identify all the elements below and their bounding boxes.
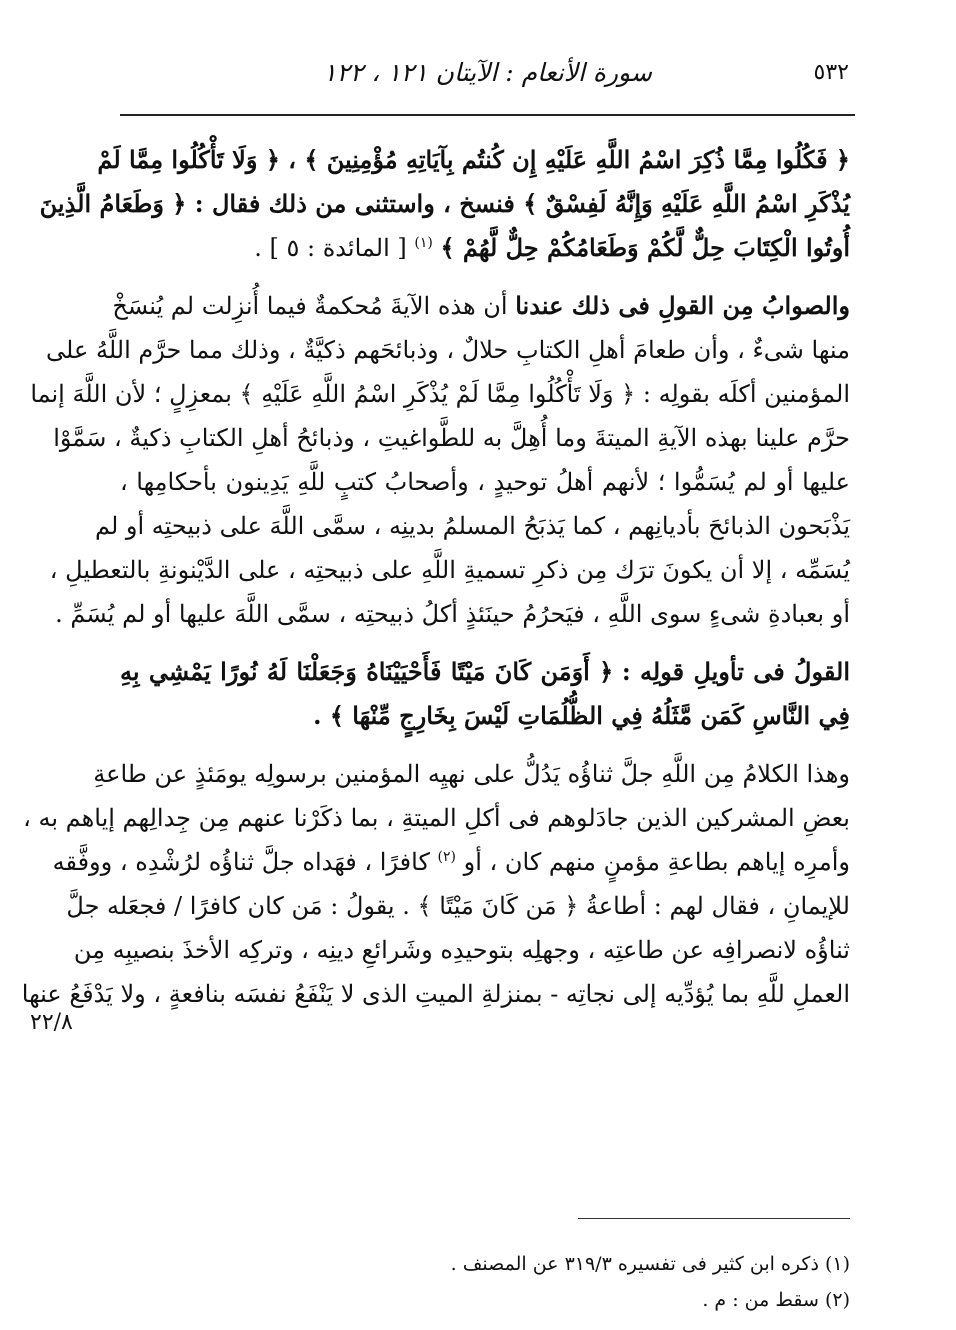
text-line [120,226,850,270]
footnote-marker: (٢) [437,849,456,865]
text-line: للإيمانِ ، فقال لهم : أطاعةُ ﴿ مَن كَانَ مَيْتًا ﴾ . يقولُ : مَن كان كافرًا / فجعَله جلَّ [66,892,850,920]
text-run: وأمرِه إياهم بطاعةِ مؤمنٍ منهم كان ، أو [463,848,850,876]
footnote-rule [578,1218,850,1219]
footnote: (١) ذكره ابن كثير فى تفسيره ٣١٩/٣ عن المصنف . [450,1253,850,1275]
footnote: (٢) سقط من : م . [702,1289,850,1311]
text-run: كافرًا ، فهَداه جلَّ ثناؤُه لرُشْدِه ، ووفَّقه [52,848,430,876]
quran-citation: ﴿ أَوَمَن كَانَ مَيْتًا فَأَحْيَيْنَاهُ وَجَعَلْنَا لَهُ نُورًا يَمْشِي بِهِ [120,657,614,686]
main-text [21,138,850,1016]
text-line [112,284,850,328]
paragraph-lead: والصوابُ مِن القولِ فى ذلك عندنا [515,291,850,320]
text-line: ثناؤُه لانصرافِه عن طاعتِه ، وجهلِه بتوحيدِه وشَرائعِ دينِه ، وتركِه الأخذَ بنصيبِه مِن [73,936,850,964]
page-number: ٥٣٢ [813,60,849,85]
page-header [120,48,855,108]
text-run: أن هذه الآيةَ مُحكمةٌ فيما أُنزِلت لم يُنسَخْ [112,292,508,320]
text-line: عليها أو لم يُسَمُّوا ؛ لأنهم أهلُ توحيدٍ ، وأصحابُ كتبٍ للَّهِ يَدِينون بأحكامِها ، [120,468,850,496]
text-line: بعضِ المشركين الذين جادَلوهم فى أكلِ الميتةِ ، بما ذكَرْنا عنهم مِن جِدالِهم إياهم به ، [23,804,850,832]
text-line: منها شىءٌ ، وأن طعامَ أهلِ الكتابِ حلالٌ ، وذبائحَهم ذكيَّةٌ ، وذلك مما حرَّم اللَّهُ على [46,336,850,364]
text-line: يُذْكَرِ اسْمُ اللَّهِ عَلَيْهِ وَإِنَّهُ لَفِسْقٌ ﴾ فنسخ ، واستثنى من ذلك فقال : ﴿ وَطَعَامُ الَّذِينَ [39,189,850,218]
running-title: سورة الأنعام : الآيتان ١٢١ ، ١٢٢ [323,58,652,87]
text-line: العملِ للَّهِ بما يُؤدِّيه إلى نجاتِه - بمنزلةِ الميتِ الذى لا يَنْفَعُ نفسَه بنافعةٍ ، ولا يَدْفَعُ عنها [21,980,850,1008]
section-heading: القولُ فى تأويلِ قولِه : [621,657,850,686]
footnotes [120,1246,850,1318]
text-line: فِي النَّاسِ كَمَن مَّثَلُهُ فِي الظُّلُمَاتِ لَيْسَ بِخَارِجٍ مِّنْهَا ﴾ . [313,701,850,730]
text-line [52,840,850,884]
text-line: المؤمنين أكلَه بقولِه : ﴿ وَلَا تَأْكُلُوا مِمَّا لَمْ يُذْكَرِ اسْمُ اللَّهِ عَلَيْهِ ﴾ بمعزِلٍ ؛ لأن اللَّهَ إنما [30,380,850,408]
quran-citation: أُوتُوا الْكِتَابَ حِلٌّ لَّكُمْ وَطَعَامُكُمْ حِلٌّ لَّهُمْ ﴾ [440,233,850,262]
text-line: حرَّم علينا بهذه الآيةِ الميتةَ وما أُهِلَّ به للطَّواغيتِ ، وذبائحُ أهلِ الكتابِ ذكيةٌ ، سَمَّوْا [53,424,850,452]
text-line [120,650,850,694]
margin-reference: ٢٢/٨ [30,1010,73,1035]
footnote-marker: (١) [414,235,433,251]
text-line: أو بعبادةِ شىءٍ سوى اللَّهِ ، فيَحرُمُ حينَئذٍ أكلُ ذبيحتِه ، سمَّى اللَّهَ عليها أو لم يُسَمِّ . [55,600,850,628]
header-rule [120,114,855,116]
text-line: يُسَمِّه ، إلا أن يكونَ ترَك مِن ذكرِ تسميةِ اللَّهِ على ذبيحتِه ، على الدَّيْنونةِ بالتعطيلِ ، [49,556,850,584]
text-line: ﴿ فَكُلُوا مِمَّا ذُكِرَ اسْمُ اللَّهِ عَلَيْهِ إِن كُنتُم بِآيَاتِهِ مُؤْمِنِينَ ﴾ ، ﴿ وَلَا تَأْكُلُوا مِمَّا لَمْ [97,145,850,174]
text-line: يَذْبَحون الذبائحَ بأديانِهم ، كما يَذبَحُ المسلمُ بدينِه ، سمَّى اللَّهَ على ذبيحتِه أو لم [94,512,850,540]
text-line: وهذا الكلامُ مِن اللَّهِ جلَّ ثناؤُه يَدُلُّ على نهيِه المؤمنين برسولِه يومَئذٍ عن طاعةِ [93,760,850,788]
verse-reference: [ المائدة : ٥ ] . [254,234,407,262]
